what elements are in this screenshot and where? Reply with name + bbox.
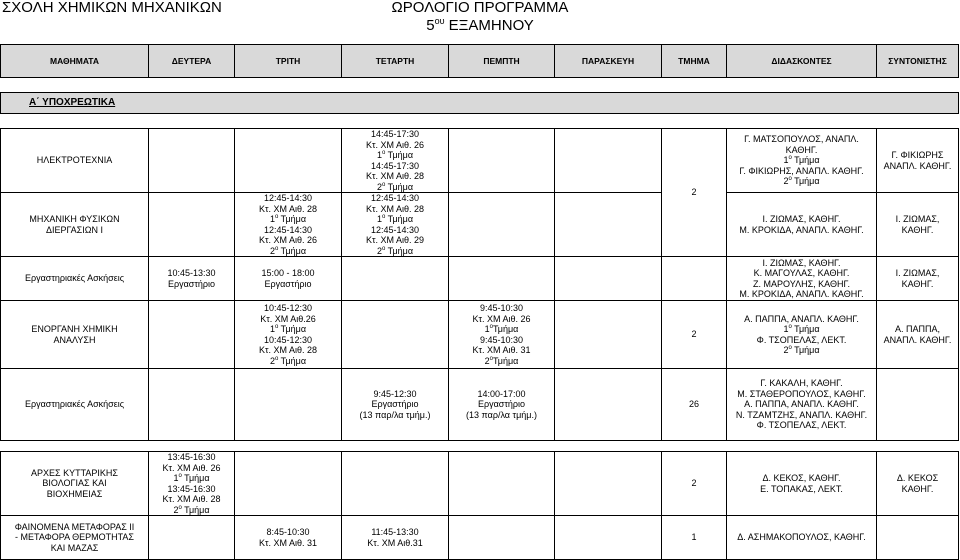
coordinator-cell: Α. ΠΑΠΠΑ, ΑΝΑΠΛ. ΚΑΘΗΓ. (877, 301, 959, 369)
wednesday-cell (342, 301, 449, 369)
section-row (1, 93, 959, 114)
friday-cell (555, 369, 662, 441)
title-line1: ΩΡΟΛΟΓΙΟ ΠΡΟΓΡΑΜΜΑ (391, 0, 569, 16)
friday-cell (555, 516, 662, 560)
wednesday-cell: 11:45-13:30 Κτ. ΧΜ Αιθ.31 (342, 516, 449, 560)
friday-cell (555, 129, 662, 193)
table-row (1, 193, 959, 257)
friday-cell (555, 257, 662, 301)
monday-cell (149, 193, 235, 257)
section-count (662, 257, 727, 301)
friday-cell (555, 193, 662, 257)
course-name: ΦΑΙΝΟΜΕΝΑ ΜΕΤΑΦΟΡΑΣ ΙΙ - ΜΕΤΑΦΟΡΑ ΘΕΡΜΟΤΗΤΑΣ ΚΑΙ ΜΑΖΑΣ (1, 516, 149, 560)
teachers-cell: Γ. ΜΑΤΣΟΠΟΥΛΟΣ, ΑΝΑΠΛ. ΚΑΘΗΓ. $1^o$ Τμήμα Γ. ΦΙΚΙΩΡΗΣ, ΑΝΑΠΛ. ΚΑΘΗΓ. $2^o$ Τμήμα (727, 129, 877, 193)
coordinator-cell: Ι. ΖΙΩΜΑΣ, ΚΑΘΗΓ. (877, 257, 959, 301)
teachers-cell: Γ. ΚΑΚΑΛΗ, ΚΑΘΗΓ. Μ. ΣΤΑΘΕΡΟΠΟΥΛΟΣ, ΚΑΘΗΓ. Α. ΠΑΠΠΑ, ΑΝΑΠΛ. ΚΑΘΗΓ. Ν. ΤΖΑΜΤΖΗΣ, ΑΝΑΠΛ. ΚΑΘΗΓ. Φ. ΤΣΟΠΕΛΑΣ, ΛΕΚΤ. (727, 369, 877, 441)
friday-cell (555, 301, 662, 369)
coordinator-cell (877, 369, 959, 441)
table-row (1, 129, 959, 193)
col-header-coordinator: ΣΥΝΤΟΝΙΣΤΗΣ (877, 45, 959, 78)
wednesday-cell: 12:45-14:30 Κτ. ΧΜ Αιθ. 28 $1^o$ Τμήμα 12:45-14:30 Κτ. ΧΜ Αιθ. 29 $2^o$ Τμήμα (342, 193, 449, 257)
tuesday-cell: 10:45-12:30 Κτ. ΧΜ Αιθ.26 $1^o$ Τμήμα 10:45-12:30 Κτ. ΧΜ Αιθ. 28 $2^o$ Τμήμα (235, 301, 342, 369)
section-count: 2 (662, 301, 727, 369)
wednesday-cell (342, 257, 449, 301)
course-name: ΑΡΧΕΣ ΚΥΤΤΑΡΙΚΗΣ ΒΙΟΛΟΓΙΑΣ ΚΑΙ ΒΙΟΧΗΜΕΙΑΣ (1, 452, 149, 516)
thursday-cell (449, 193, 555, 257)
coordinator-cell (877, 516, 959, 560)
teachers-cell: Ι. ΖΙΩΜΑΣ, ΚΑΘΗΓ. Κ. ΜΑΓΟΥΛΑΣ, ΚΑΘΗΓ. Ζ. ΜΑΡΟΥΛΗΣ, ΚΑΘΗΓ. Μ. ΚΡΟΚΙΔΑ, ΑΝΑΠΛ. ΚΑΘΗΓ. (727, 257, 877, 301)
header-row (1, 45, 959, 78)
course-name: ΜΗΧΑΝΙΚΗ ΦΥΣΙΚΩΝ ΔΙΕΡΓΑΣΙΩΝ Ι (1, 193, 149, 257)
col-header-friday: ΠΑΡΑΣΚΕΥΗ (555, 45, 662, 78)
coordinator-cell: Γ. ΦΙΚΙΩΡΗΣ ΑΝΑΠΛ. ΚΑΘΗΓ. (877, 129, 959, 193)
course-name: Εργαστηριακές Ασκήσεις (1, 257, 149, 301)
monday-cell (149, 369, 235, 441)
wednesday-cell (342, 452, 449, 516)
page-title (360, 0, 600, 35)
col-header-teachers: ΔΙΔΑΣΚΟΝΤΕΣ (727, 45, 877, 78)
teachers-cell: Δ. ΚΕΚΟΣ, ΚΑΘΗΓ. Ε. ΤΟΠΑΚΑΣ, ΛΕΚΤ. (727, 452, 877, 516)
monday-cell (149, 301, 235, 369)
course-name: Εργαστηριακές Ασκήσεις (1, 369, 149, 441)
tuesday-cell: 12:45-14:30 Κτ. ΧΜ Αιθ. 28 $1^o$ Τμήμα 12:45-14:30 Κτ. ΧΜ Αιθ. 26 $2^o$ Τμήμα (235, 193, 342, 257)
section-count: 2 (662, 452, 727, 516)
thursday-cell (449, 452, 555, 516)
tuesday-cell (235, 129, 342, 193)
thursday-cell (449, 516, 555, 560)
section-title: Α΄ ΥΠΟΧΡΕΩΤΙΚΑ (1, 93, 959, 114)
tuesday-cell (235, 369, 342, 441)
table-row (1, 301, 959, 369)
section-count: 1 (662, 516, 727, 560)
thursday-cell: 9:45-10:30 Κτ. ΧΜ Αιθ. 26 $1^oT\mu ή\mu\alpha$ 9:45-10:30 Κτ. ΧΜ Αιθ. 31 $2^oT\mu ή\mu\alpha$ (449, 301, 555, 369)
friday-cell (555, 452, 662, 516)
coordinator-cell: Ι. ΖΙΩΜΑΣ, ΚΑΘΗΓ. (877, 193, 959, 257)
thursday-cell: 14:00-17:00 Εργαστήριο (13 παρ/λα τμήμ.) (449, 369, 555, 441)
section-count: 2 (662, 129, 727, 257)
col-header-tuesday: ΤΡΙΤΗ (235, 45, 342, 78)
school-name: ΣΧΟΛΗ ΧΗΜΙΚΩΝ ΜΗΧΑΝΙΚΩΝ (2, 0, 222, 16)
table-row (1, 516, 959, 560)
tuesday-cell: 8:45-10:30 Κτ. ΧΜ Αιθ. 31 (235, 516, 342, 560)
thursday-cell (449, 257, 555, 301)
monday-cell (149, 516, 235, 560)
col-header-monday: ΔΕΥΤΕΡΑ (149, 45, 235, 78)
page-header (0, 0, 960, 38)
tuesday-cell (235, 452, 342, 516)
wednesday-cell: 14:45-17:30 Κτ. ΧΜ Αιθ. 26 $1^o$ Τμήμα 14:45-17:30 Κτ. ΧΜ Αιθ. 28 $2^o$ Τμήμα (342, 129, 449, 193)
teachers-cell: Α. ΠΑΠΠΑ, ΑΝΑΠΛ. ΚΑΘΗΓ. $1^o$ Τμήμα Φ. ΤΣΟΠΕΛΑΣ, ΛΕΚΤ. $2^o$ Τμήμα (727, 301, 877, 369)
tuesday-cell: 15:00 - 18:00 Εργαστήριο (235, 257, 342, 301)
table-row (1, 369, 959, 441)
col-header-thursday: ΠΕΜΠΤΗ (449, 45, 555, 78)
monday-cell: 10:45-13:30 Εργαστήριο (149, 257, 235, 301)
teachers-cell: Ι. ΖΙΩΜΑΣ, ΚΑΘΗΓ. Μ. ΚΡΟΚΙΔΑ, ΑΝΑΠΛ. ΚΑΘΗΓ. (727, 193, 877, 257)
teachers-cell: Δ. ΑΣΗΜΑΚΟΠΟΥΛΟΣ, ΚΑΘΗΓ. (727, 516, 877, 560)
col-header-courses: ΜΑΘΗΜΑΤΑ (1, 45, 149, 78)
section-count: 26 (662, 369, 727, 441)
schedule-table (0, 44, 959, 560)
thursday-cell (449, 129, 555, 193)
course-name: ΗΛΕΚΤΡΟΤΕΧΝΙΑ (1, 129, 149, 193)
title-line2: $5^{o\upsilon}$ ΕΞΑΜΗΝΟΥ (426, 16, 534, 34)
coordinator-cell: Δ. ΚΕΚΟΣ ΚΑΘΗΓ. (877, 452, 959, 516)
course-name: ΕΝΟΡΓΑΝΗ ΧΗΜΙΚΗ ΑΝΑΛΥΣΗ (1, 301, 149, 369)
col-header-section: ΤΜΗΜΑ (662, 45, 727, 78)
table-row (1, 452, 959, 516)
wednesday-cell: 9:45-12:30 Εργαστήριο (13 παρ/λα τμήμ.) (342, 369, 449, 441)
table-row (1, 257, 959, 301)
col-header-wednesday: ΤΕΤΑΡΤΗ (342, 45, 449, 78)
monday-cell (149, 129, 235, 193)
monday-cell: 13:45-16:30 Κτ. ΧΜ Αιθ. 26 $1^o$ Τμήμα 13:45-16:30 Κτ. ΧΜ Αιθ. 28 $2^o$ Τμήμα (149, 452, 235, 516)
